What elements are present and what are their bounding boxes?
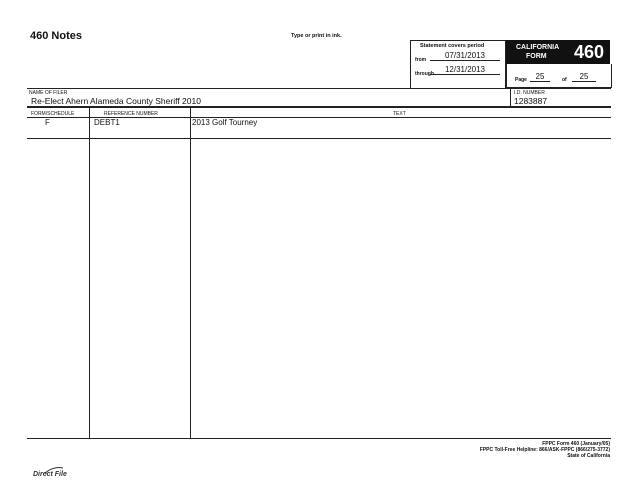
through-label: through: [415, 71, 434, 77]
row1-form-schedule[interactable]: F: [45, 118, 50, 127]
footer-helpline: FPPC Toll-Free Helpline: 866/ASK-FPPC (866/275-3772): [479, 447, 610, 453]
id-number-label: I.D. NUMBER: [514, 90, 545, 96]
id-number-field[interactable]: 1283887: [514, 96, 548, 106]
filer-name-field[interactable]: Re-Elect Ahern Alameda County Sheriff 2010: [31, 96, 201, 106]
table-bottom-rule: [27, 438, 611, 439]
statement-period-heading: Statement covers period: [420, 43, 485, 49]
footer-form-version: FPPC Form 460 (January/05): [542, 441, 610, 447]
footer-state: State of California: [567, 453, 610, 459]
row1-reference-number[interactable]: DEBT1: [94, 118, 120, 127]
filer-bottom-rule: [27, 106, 611, 108]
col-header-reference-number: REFERENCE NUMBER: [104, 111, 158, 117]
filer-divider: [510, 88, 511, 107]
badge-form: FORM: [526, 53, 547, 60]
badge-california: CALIFORNIA: [516, 44, 560, 51]
col-divider-2: [190, 108, 191, 438]
filer-top-rule: [27, 88, 611, 89]
form-title: 460 Notes: [30, 30, 82, 42]
col-header-form-schedule: FORM/SCHEDULE: [31, 111, 75, 117]
page-total-field[interactable]: 25: [572, 72, 596, 82]
row1-text[interactable]: 2013 Golf Tourney: [192, 118, 258, 127]
page-label: Page: [515, 77, 527, 83]
row1-rule: [27, 138, 611, 139]
from-label: from: [415, 57, 427, 63]
from-date-field[interactable]: 07/31/2013: [430, 51, 500, 61]
through-date-field[interactable]: 12/31/2013: [430, 65, 500, 75]
ink-instruction: Type or print in ink.: [291, 33, 342, 39]
filer-name-label: NAME OF FILER: [29, 90, 68, 96]
col-header-text: TEXT: [393, 111, 406, 117]
col-divider-1: [89, 108, 90, 438]
page-number-field[interactable]: 25: [530, 72, 550, 82]
badge-number: 460: [574, 42, 605, 62]
page-count-box: [506, 64, 612, 88]
direct-file-logo: Direct File: [33, 471, 67, 478]
of-label: of: [562, 77, 567, 83]
